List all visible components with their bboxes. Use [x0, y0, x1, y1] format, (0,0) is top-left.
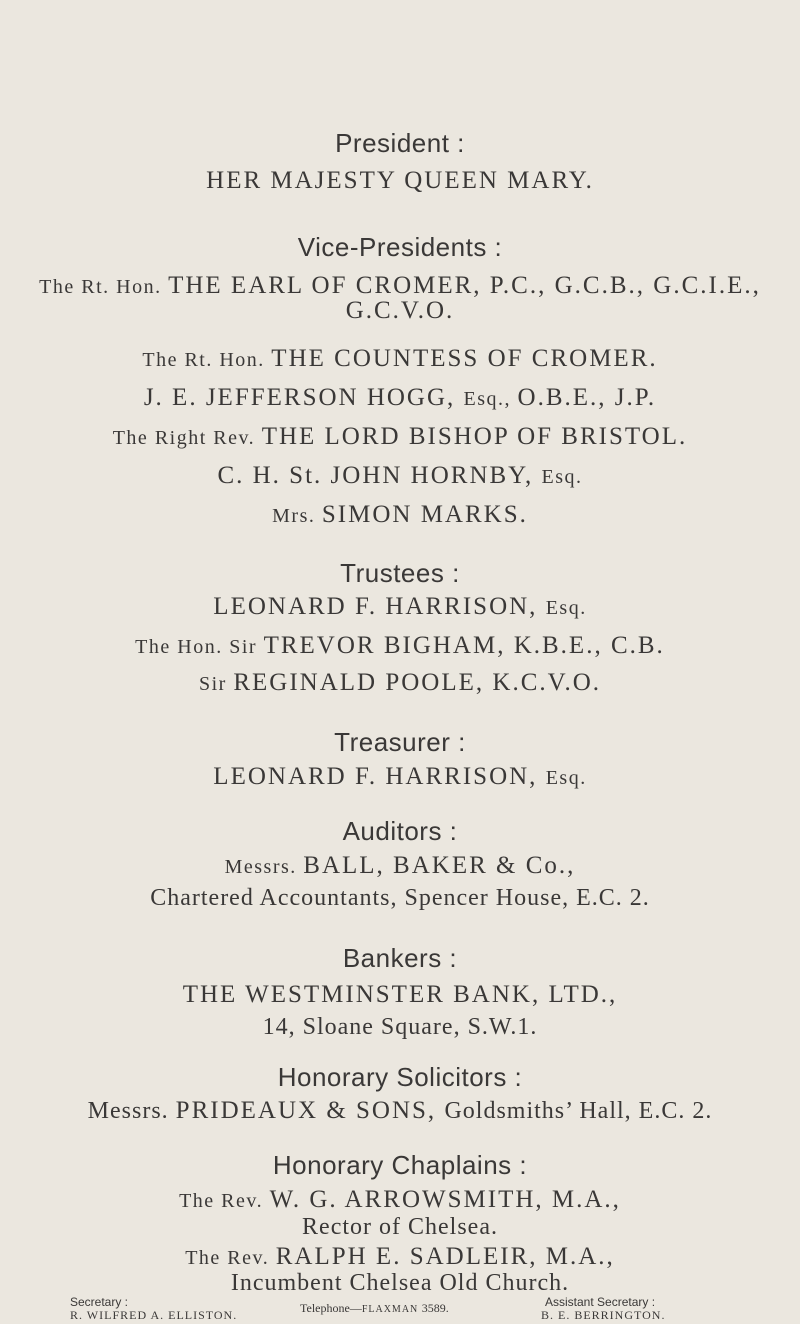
vice-president-4-title: The Right Rev. [112, 427, 262, 449]
bankers-address: 14, Sloane Square, S.W.1. [262, 1014, 538, 1040]
bankers-line [0, 981, 800, 1009]
solicitors [0, 1097, 800, 1125]
auditors-name: BALL, BAKER & Co., [303, 852, 576, 879]
solicitors-name: PRIDEAUX & SONS, [175, 1097, 445, 1124]
trustees-heading [0, 558, 800, 589]
telephone-label: Telephone— [300, 1301, 362, 1315]
trustee-2 [0, 632, 800, 660]
vice-president-1-title: The Rt. Hon. [39, 276, 169, 298]
treasurer-heading [0, 727, 800, 758]
president-heading-text: President : [335, 128, 465, 158]
solicitors-address: Goldsmiths’ Hall, E.C. 2. [444, 1098, 713, 1124]
vice-president-3-name: J. E. JEFFERSON HOGG, [143, 384, 464, 411]
treasurer-suffix: Esq. [545, 767, 587, 789]
chaplain-2-name: RALPH E. SADLEIR, M.A., [275, 1243, 615, 1270]
bankers-name: THE WESTMINSTER BANK, LTD., [182, 981, 618, 1008]
vice-president-2-title: The Rt. Hon. [142, 349, 272, 371]
assistant-secretary-name: B. E. BERRINGTON. [541, 1308, 666, 1322]
secretary-row [0, 1296, 800, 1322]
telephone-line [300, 1302, 449, 1316]
trustee-2-title: The Hon. Sir [135, 636, 264, 658]
auditors-detail-line [0, 885, 800, 912]
vice-president-5 [0, 462, 800, 490]
auditors-detail: Chartered Accountants, Spencer House, E.C. 2. [150, 885, 650, 911]
vice-president-4-name: THE LORD BISHOP OF BRISTOL. [261, 423, 688, 450]
auditors-heading [0, 816, 800, 847]
solicitors-heading-text: Honorary Solicitors : [277, 1062, 523, 1092]
trustee-3 [0, 669, 800, 697]
vice-president-3-honours: O.B.E., J.P. [517, 384, 657, 411]
treasurer [0, 763, 800, 791]
vice-president-3 [0, 384, 800, 412]
chaplain-2-title: The Rev. [185, 1247, 276, 1269]
bankers-heading-text: Bankers : [342, 943, 458, 973]
vice-president-5-suffix: Esq. [541, 466, 583, 488]
chaplain-1 [0, 1186, 800, 1214]
trustee-1-name: LEONARD F. HARRISON, [213, 593, 546, 620]
secretary-heading: Secretary : [70, 1295, 129, 1309]
vice-president-3-suffix: Esq., [463, 388, 518, 410]
treasurer-name: LEONARD F. HARRISON, [213, 763, 546, 790]
president-heading [0, 128, 800, 159]
chaplains-heading-text: Honorary Chaplains : [272, 1150, 528, 1180]
solicitors-title: Messrs. [87, 1098, 176, 1124]
secretary-name: R. WILFRED A. ELLISTON. [70, 1308, 238, 1322]
vice-president-5-name: C. H. St. JOHN HORNBY, [217, 462, 542, 489]
trustee-3-title: Sir [198, 673, 234, 695]
vice-president-6-name: SIMON MARKS. [321, 501, 528, 528]
telephone-exchange: FLAXMAN [361, 1304, 422, 1315]
chaplain-1-role-line [0, 1214, 800, 1241]
vice-president-1 [0, 272, 800, 300]
vice-president-2-name: THE COUNTESS OF CROMER. [271, 345, 658, 372]
trustee-3-name: REGINALD POOLE, K.C.V.O. [233, 669, 602, 696]
solicitors-heading [0, 1062, 800, 1093]
vice-presidents-heading-text: Vice-Presidents : [297, 232, 503, 262]
trustee-2-name: TREVOR BIGHAM, K.B.E., C.B. [263, 632, 665, 659]
vice-president-6 [0, 501, 800, 529]
treasurer-heading-text: Treasurer : [334, 727, 466, 757]
president-name: HER MAJESTY QUEEN MARY. [206, 167, 594, 194]
chaplain-2-role: Incumbent Chelsea Old Church. [230, 1270, 570, 1296]
trustees-heading-text: Trustees : [340, 558, 460, 588]
vice-president-4 [0, 423, 800, 451]
trustee-1 [0, 593, 800, 621]
chaplain-1-name: W. G. ARROWSMITH, M.A., [269, 1186, 621, 1213]
president-line [0, 167, 800, 195]
vice-president-1-continuation: G.C.V.O. [345, 297, 455, 324]
vice-president-6-title: Mrs. [272, 505, 322, 527]
assistant-secretary-heading: Assistant Secretary : [545, 1295, 656, 1309]
vice-president-1-cont [0, 297, 800, 325]
chaplain-2-role-line [0, 1270, 800, 1297]
vice-president-2 [0, 345, 800, 373]
trustee-1-suffix: Esq. [545, 597, 587, 619]
bankers-heading [0, 943, 800, 974]
auditors [0, 852, 800, 880]
bankers-address-line [0, 1014, 800, 1041]
chaplain-1-title: The Rev. [179, 1190, 270, 1212]
chaplain-2 [0, 1243, 800, 1271]
telephone-number: 3589. [421, 1301, 449, 1315]
vice-president-1-name: THE EARL OF CROMER, P.C., G.C.B., G.C.I.E., [168, 272, 761, 299]
vice-presidents-heading [0, 232, 800, 263]
auditors-title: Messrs. [224, 856, 304, 878]
auditors-heading-text: Auditors : [342, 816, 458, 846]
chaplain-1-role: Rector of Chelsea. [302, 1214, 498, 1240]
chaplains-heading [0, 1150, 800, 1181]
